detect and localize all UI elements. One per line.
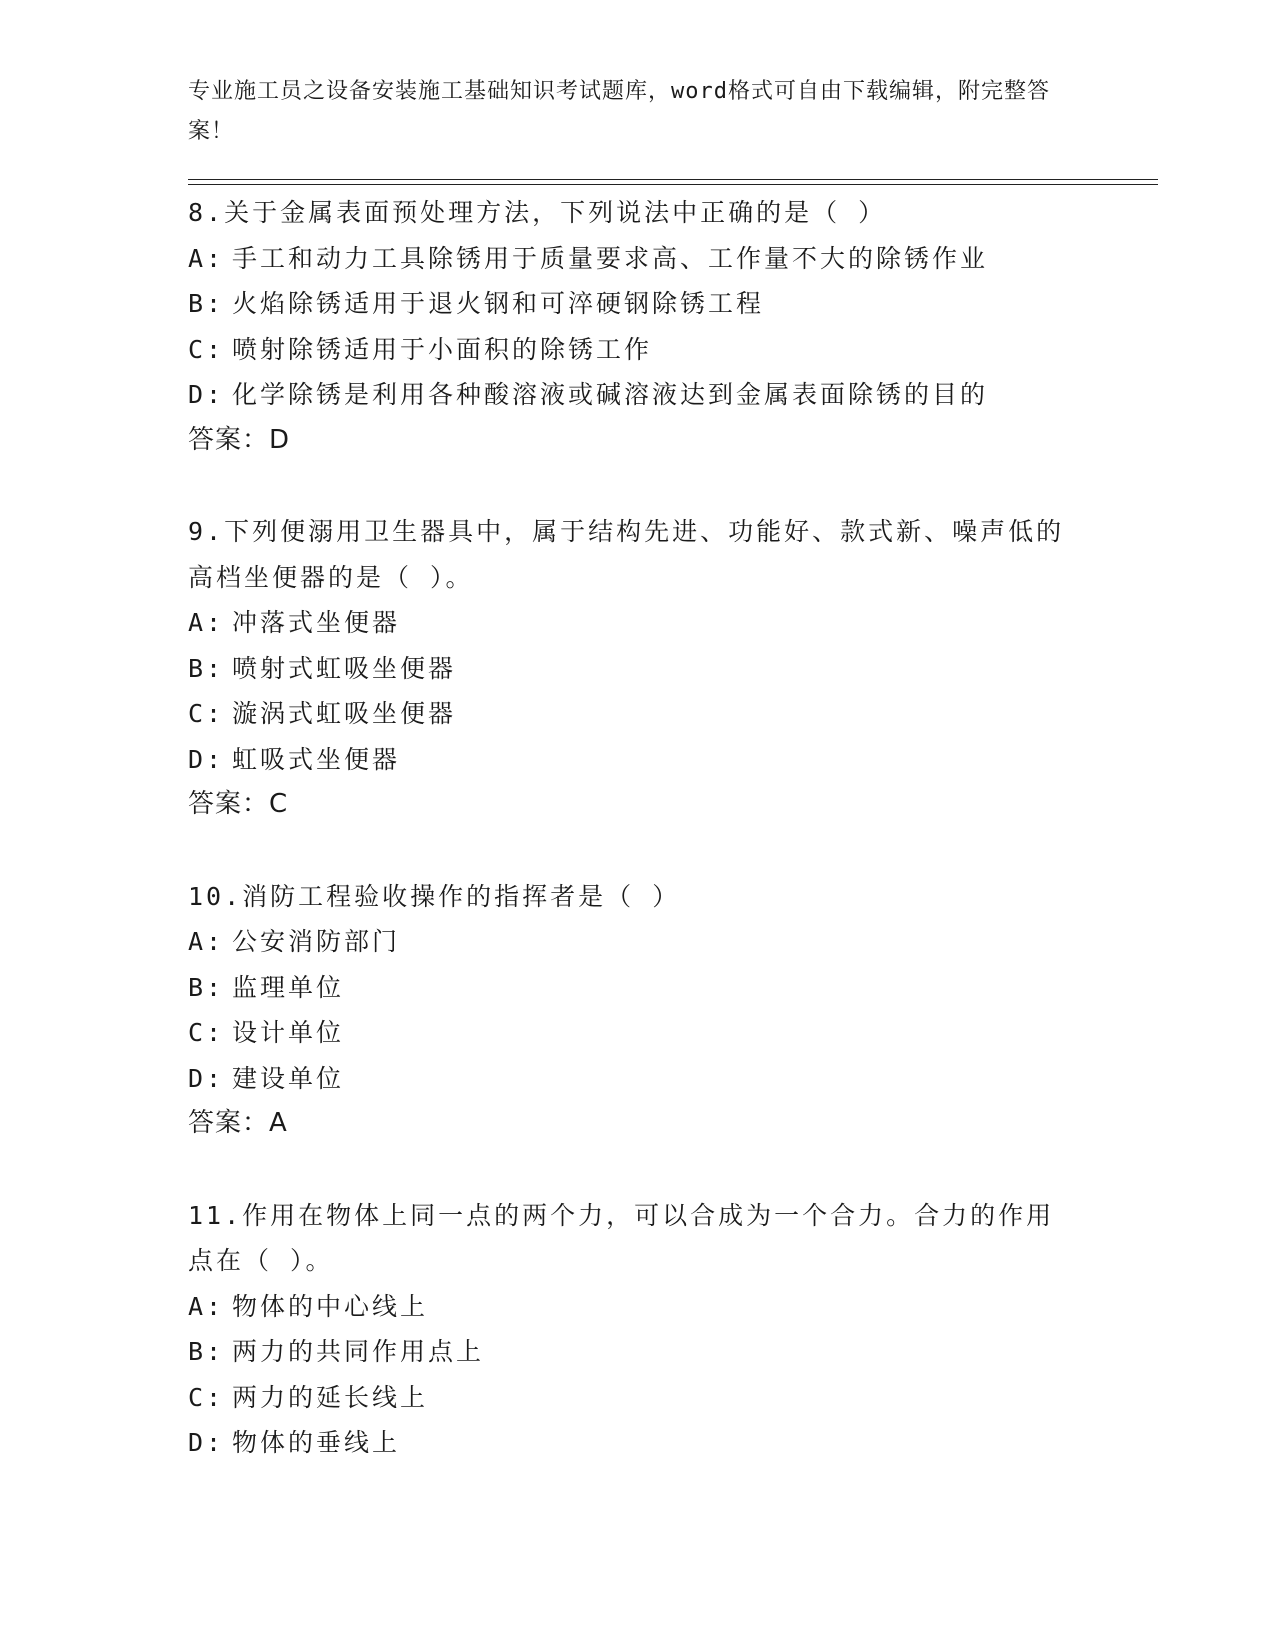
option-text: 公安消防部门 bbox=[232, 927, 401, 956]
question-10 bbox=[188, 874, 1088, 1147]
option-a bbox=[188, 1284, 1088, 1330]
option-text: 监理单位 bbox=[232, 972, 345, 1002]
option-letter: C: bbox=[188, 699, 225, 728]
option-letter: A: bbox=[188, 927, 225, 956]
option-c bbox=[188, 1375, 1088, 1421]
option-a bbox=[188, 236, 1088, 282]
option-letter: B: bbox=[188, 289, 225, 318]
option-text: 物体的中心线上 bbox=[232, 1291, 429, 1321]
option-text: 两力的共同作用点上 bbox=[232, 1337, 485, 1366]
answer-line: 答案：D bbox=[188, 424, 291, 455]
question-stem bbox=[188, 1193, 1068, 1284]
option-letter: C: bbox=[188, 1382, 225, 1412]
document-header bbox=[188, 72, 1078, 152]
question-stem bbox=[188, 190, 1068, 236]
answer-line: 答案：A bbox=[188, 1108, 288, 1138]
option-c bbox=[188, 691, 1088, 737]
option-text: 建设单位 bbox=[232, 1063, 345, 1093]
option-text: 喷射除锈适用于小面积的除锈工作 bbox=[232, 334, 653, 364]
option-letter: B: bbox=[188, 1337, 225, 1366]
option-d bbox=[188, 372, 1088, 418]
question-text: 关于金属表面预处理方法，下列说法中正确的是（ ） bbox=[224, 198, 887, 227]
option-d bbox=[188, 1056, 1088, 1102]
option-letter: A: bbox=[188, 1291, 225, 1321]
question-text: 作用在物体上同一点的两个力，可以合成为一个合力。合力的作用点在（ ）。 bbox=[188, 1200, 1055, 1275]
question-text: 消防工程验收操作的指挥者是（ ） bbox=[242, 881, 681, 911]
option-text: 物体的垂线上 bbox=[232, 1428, 401, 1457]
question-text: 下列便溺用卫生器具中，属于结构先进、功能好、款式新、噪声低的高档坐便器的是（ ）。 bbox=[188, 517, 1065, 592]
option-text: 虹吸式坐便器 bbox=[232, 744, 401, 774]
question-8 bbox=[188, 190, 1088, 463]
option-letter: A: bbox=[188, 608, 225, 637]
question-stem bbox=[188, 509, 1068, 600]
option-letter: C: bbox=[188, 1018, 225, 1047]
option-text: 漩涡式虹吸坐便器 bbox=[232, 699, 457, 728]
option-text: 喷射式虹吸坐便器 bbox=[232, 653, 457, 683]
option-text: 两力的延长线上 bbox=[232, 1382, 429, 1412]
option-text: 手工和动力工具除锈用于质量要求高、工作量不大的除锈作业 bbox=[232, 243, 989, 273]
option-d bbox=[188, 737, 1088, 783]
question-stem bbox=[188, 874, 1068, 920]
option-letter: D: bbox=[188, 380, 225, 409]
question-number: 10. bbox=[188, 881, 243, 911]
option-b bbox=[188, 965, 1088, 1011]
option-letter: D: bbox=[188, 1428, 225, 1457]
answer-line: 答案：C bbox=[188, 789, 289, 819]
option-a bbox=[188, 600, 1088, 646]
header-divider-bottom bbox=[188, 184, 1158, 185]
option-letter: A: bbox=[188, 243, 225, 273]
option-letter: B: bbox=[188, 972, 225, 1002]
option-letter: B: bbox=[188, 653, 225, 683]
option-b bbox=[188, 1329, 1088, 1375]
option-text: 化学除锈是利用各种酸溶液或碱溶液达到金属表面除锈的目的 bbox=[232, 380, 989, 409]
question-11 bbox=[188, 1193, 1088, 1466]
option-b bbox=[188, 281, 1088, 327]
option-text: 冲落式坐便器 bbox=[232, 608, 401, 637]
header-divider-top bbox=[188, 179, 1158, 180]
question-9 bbox=[188, 509, 1088, 828]
option-a bbox=[188, 919, 1088, 965]
option-letter: D: bbox=[188, 744, 225, 774]
option-text: 设计单位 bbox=[232, 1018, 345, 1047]
option-letter: D: bbox=[188, 1063, 225, 1093]
header-title: 专业施工员之设备安装施工基础知识考试题库，word格式可自由下载编辑，附完整答案！ bbox=[188, 79, 1050, 144]
option-c bbox=[188, 1010, 1088, 1056]
question-list bbox=[188, 190, 1088, 1512]
question-number: 9. bbox=[188, 517, 225, 546]
question-number: 8. bbox=[188, 198, 225, 227]
question-number: 11. bbox=[188, 1200, 243, 1230]
option-d bbox=[188, 1420, 1088, 1466]
option-letter: C: bbox=[188, 334, 225, 364]
option-c bbox=[188, 327, 1088, 373]
option-b bbox=[188, 646, 1088, 692]
option-text: 火焰除锈适用于退火钢和可淬硬钢除锈工程 bbox=[232, 289, 765, 318]
